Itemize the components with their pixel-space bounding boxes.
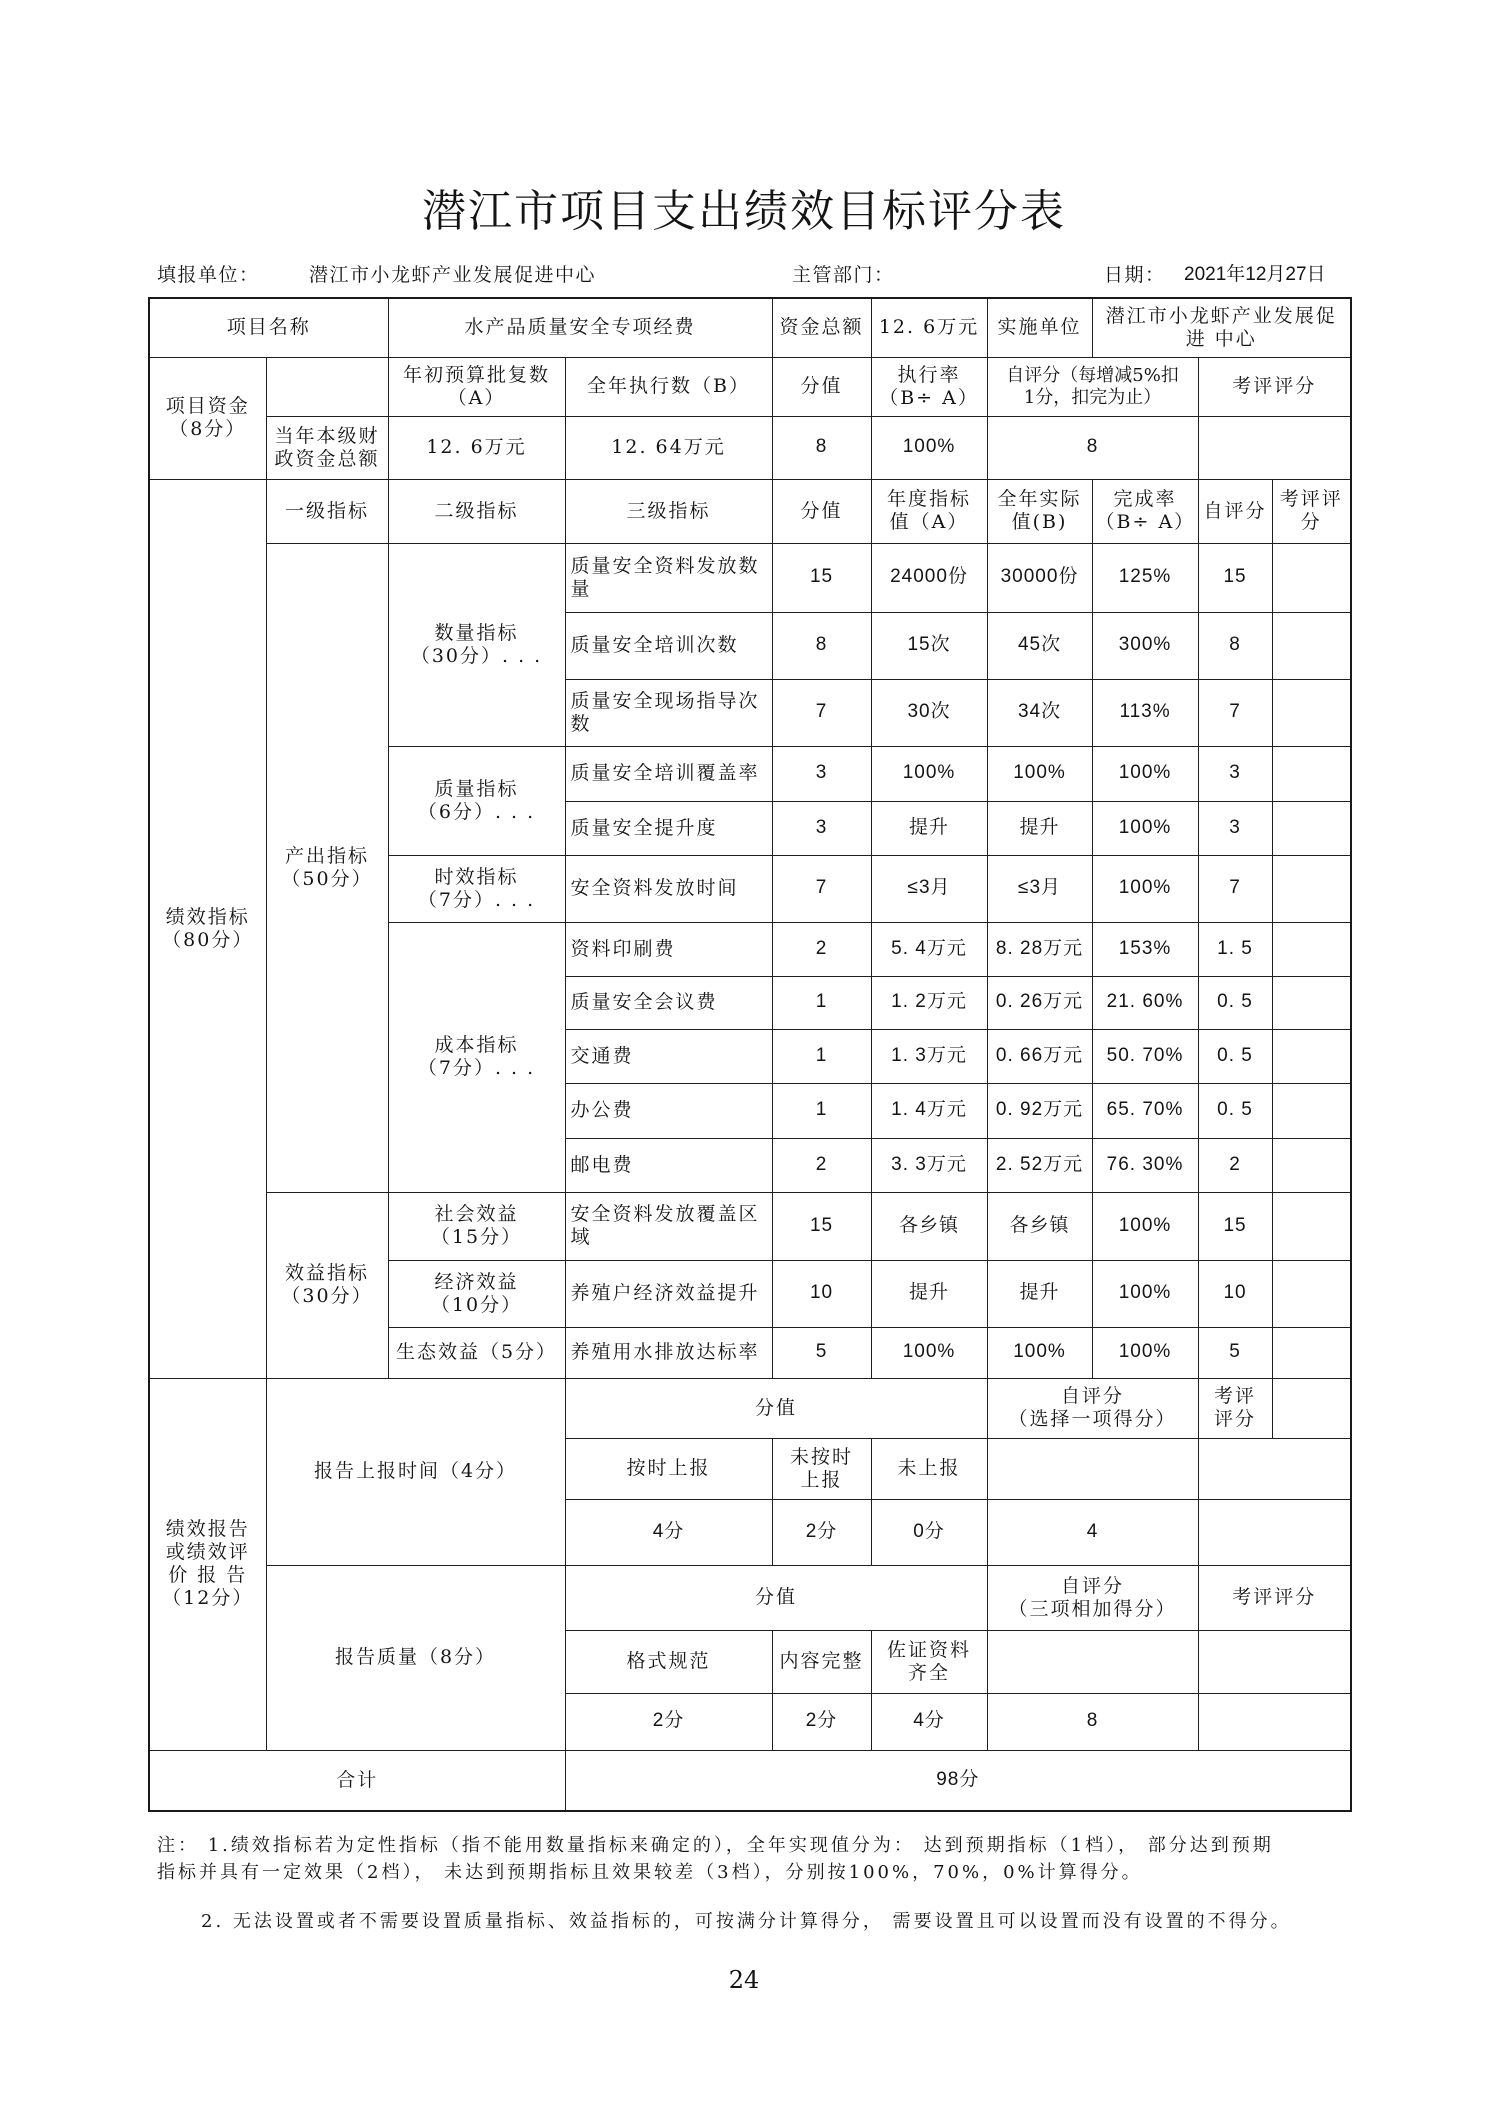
indicator-self-score: 15	[1198, 1192, 1272, 1260]
funds-review-score	[1198, 416, 1351, 479]
indicator-self-score: 2	[1198, 1138, 1272, 1192]
indicator-review-score	[1272, 1327, 1351, 1378]
indicator-rate: 100%	[1092, 1192, 1198, 1260]
total-label: 合计	[149, 1750, 565, 1811]
report-quality-self-blank	[987, 1630, 1198, 1693]
report-timing-review-score	[1198, 1499, 1351, 1565]
date-value: 2021年12月27日	[1184, 264, 1326, 285]
indicator-header-level3: 三级指标	[565, 479, 772, 543]
indicator-review-score	[1272, 855, 1351, 922]
indicator-actual: 100%	[987, 1327, 1092, 1378]
report-timing-option-score: 2分	[772, 1499, 871, 1565]
note-1: 注： 1.绩效指标若为定性指标（指不能用数量指标来确定的），全年实现值分为： 达到预期指标（1档）， 部分达到预期 指标并具有一定效果（2档）， 未达到预期指标且效果较差（3档），分别按100%，70%，0%计算得分。	[157, 1835, 1274, 1883]
level2-economic: 经济效益 （10分）	[388, 1260, 565, 1327]
indicator-score: 2	[772, 922, 871, 976]
indicator-header-row	[149, 479, 1351, 543]
indicator-target: 提升	[871, 1260, 987, 1327]
indicator-review-score	[1272, 679, 1351, 746]
report-quality-item: 格式规范	[565, 1630, 772, 1693]
indicator-row	[149, 543, 1351, 612]
indicator-self-score: 15	[1198, 543, 1272, 612]
report-quality-score-header: 分值	[565, 1565, 987, 1630]
department-label: 主管部门：	[792, 264, 895, 286]
total-row	[149, 1750, 1351, 1811]
indicator-header-level2: 二级指标	[388, 479, 565, 543]
indicator-self-score: 8	[1198, 612, 1272, 679]
report-quality-review-score	[1198, 1693, 1351, 1750]
report-quality-self-score: 8	[987, 1693, 1198, 1750]
funds-self-score: 8	[987, 416, 1198, 479]
note-2: 2. 无法设置或者不需要设置质量指标、效益指标的，可按满分计算得分， 需要设置且可以设置而没有设置的不得分。	[201, 1911, 1292, 1932]
fund-total-value: 12. 6万元	[871, 298, 987, 357]
funds-header-executed: 全年执行数（B）	[565, 357, 772, 416]
report-timing-review-blank	[1198, 1438, 1351, 1499]
funds-header-self-score: 自评分（每增减5%扣 1分，扣完为止）	[987, 357, 1198, 416]
report-timing-option: 未按时 上报	[772, 1438, 871, 1499]
indicator-rate: 100%	[1092, 855, 1198, 922]
funds-executed: 12. 64万元	[565, 416, 772, 479]
indicator-name: 质量安全资料发放数 量	[565, 543, 772, 612]
indicator-review-score	[1272, 612, 1351, 679]
funds-header-budget: 年初预算批复数 （A）	[388, 357, 565, 416]
report-timing-label: 报告上报时间（4分）	[266, 1378, 565, 1565]
indicator-header-target: 年度指标 值（A）	[871, 479, 987, 543]
report-quality-item-score: 4分	[871, 1693, 987, 1750]
indicator-header-actual: 全年实际 值(B)	[987, 479, 1092, 543]
indicator-actual: 0. 26万元	[987, 976, 1092, 1029]
indicator-actual: 34次	[987, 679, 1092, 746]
report-timing-option-score: 0分	[871, 1499, 987, 1565]
report-quality-label: 报告质量（8分）	[266, 1565, 565, 1750]
implementer-value: 潜江市小龙虾产业发展促 进 中心	[1092, 298, 1351, 357]
indicator-review-score	[1272, 746, 1351, 801]
indicator-rate: 76. 30%	[1092, 1138, 1198, 1192]
report-quality-self-header: 自评分 （三项相加得分）	[987, 1565, 1198, 1630]
score-table	[148, 297, 1352, 1812]
indicator-target: 1. 2万元	[871, 976, 987, 1029]
indicator-name: 安全资料发放时间	[565, 855, 772, 922]
indicator-rate: 100%	[1092, 1260, 1198, 1327]
indicator-review-score	[1272, 976, 1351, 1029]
funds-header-rate: 执行率 （B÷ A）	[871, 357, 987, 416]
indicator-target: 各乡镇	[871, 1192, 987, 1260]
indicator-rate: 100%	[1092, 1327, 1198, 1378]
indicator-target: 30次	[871, 679, 987, 746]
indicator-rate: 113%	[1092, 679, 1198, 746]
indicator-target: 24000份	[871, 543, 987, 612]
indicator-name: 质量安全现场指导次 数	[565, 679, 772, 746]
level1-output: 产出指标 （50分）	[266, 543, 388, 1192]
indicator-self-score: 0. 5	[1198, 1029, 1272, 1083]
report-quality-header-row	[149, 1565, 1351, 1630]
funds-score: 8	[772, 416, 871, 479]
indicator-actual: ≤3月	[987, 855, 1092, 922]
indicator-name: 交通费	[565, 1029, 772, 1083]
indicator-header-rate: 完成率 （B÷ A）	[1092, 479, 1198, 543]
indicator-actual: 30000份	[987, 543, 1092, 612]
funds-rate: 100%	[871, 416, 987, 479]
indicator-score: 3	[772, 746, 871, 801]
level2-social: 社会效益 （15分）	[388, 1192, 565, 1260]
total-value: 98分	[565, 1750, 1351, 1811]
indicator-rate: 153%	[1092, 922, 1198, 976]
report-timing-self-score: 4	[987, 1499, 1198, 1565]
indicator-name: 质量安全会议费	[565, 976, 772, 1029]
indicator-review-score	[1272, 1138, 1351, 1192]
funds-header-score: 分值	[772, 357, 871, 416]
indicator-actual: 提升	[987, 801, 1092, 855]
indicator-target: 100%	[871, 1327, 987, 1378]
funds-row-label: 当年本级财 政资金总额	[266, 416, 388, 479]
indicator-target: 提升	[871, 801, 987, 855]
report-quality-item: 内容完整	[772, 1630, 871, 1693]
level2-quantity: 数量指标 （30分）. . .	[388, 543, 565, 746]
indicator-score: 1	[772, 976, 871, 1029]
report-timing-blank	[1272, 1378, 1351, 1438]
indicators-label: 绩效指标 （80分）	[149, 479, 266, 1378]
indicator-self-score: 10	[1198, 1260, 1272, 1327]
indicator-self-score: 0. 5	[1198, 1083, 1272, 1138]
indicator-review-score	[1272, 1029, 1351, 1083]
indicator-actual: 提升	[987, 1260, 1092, 1327]
indicator-name: 质量安全提升度	[565, 801, 772, 855]
indicator-target: 3. 3万元	[871, 1138, 987, 1192]
indicator-review-score	[1272, 922, 1351, 976]
indicator-name: 质量安全培训覆盖率	[565, 746, 772, 801]
indicator-actual: 各乡镇	[987, 1192, 1092, 1260]
indicator-target: 1. 4万元	[871, 1083, 987, 1138]
report-label: 绩效报告 或绩效评 价 报 告 （12分）	[149, 1378, 266, 1750]
level1-benefit: 效益指标 （30分）	[266, 1192, 388, 1378]
unit-value: 潜江市小龙虾产业发展促进中心	[309, 264, 597, 286]
indicator-actual: 2. 52万元	[987, 1138, 1092, 1192]
indicator-review-score	[1272, 1192, 1351, 1260]
report-quality-item: 佐证资料 齐全	[871, 1630, 987, 1693]
page-title: 潜江市项目支出绩效目标评分表	[422, 186, 1066, 237]
indicator-actual: 100%	[987, 746, 1092, 801]
report-timing-self-blank	[987, 1438, 1198, 1499]
indicator-review-score	[1272, 543, 1351, 612]
report-quality-item-score: 2分	[565, 1693, 772, 1750]
indicator-header-score: 分值	[772, 479, 871, 543]
funds-budget: 12. 6万元	[388, 416, 565, 479]
page-number: 24	[728, 1966, 760, 1994]
indicator-self-score: 1. 5	[1198, 922, 1272, 976]
indicator-row	[149, 1192, 1351, 1260]
indicator-score: 7	[772, 855, 871, 922]
indicator-score: 15	[772, 1192, 871, 1260]
indicator-target: ≤3月	[871, 855, 987, 922]
indicator-actual: 8. 28万元	[987, 922, 1092, 976]
funds-label: 项目资金 （8分）	[149, 357, 266, 479]
indicator-self-score: 7	[1198, 679, 1272, 746]
indicator-self-score: 3	[1198, 801, 1272, 855]
funds-header-row	[149, 357, 1351, 416]
indicator-rate: 21. 60%	[1092, 976, 1198, 1029]
indicator-score: 5	[772, 1327, 871, 1378]
funds-header-review-score: 考评评分	[1198, 357, 1351, 416]
report-quality-review-header: 考评评分	[1198, 1565, 1351, 1630]
indicator-score: 8	[772, 612, 871, 679]
project-row	[149, 298, 1351, 357]
report-quality-item-score: 2分	[772, 1693, 871, 1750]
indicator-self-score: 3	[1198, 746, 1272, 801]
indicator-name: 养殖用水排放达标率	[565, 1327, 772, 1378]
funds-value-row	[149, 416, 1351, 479]
indicator-self-score: 0. 5	[1198, 976, 1272, 1029]
unit-label: 填报单位：	[157, 264, 260, 286]
indicator-rate: 100%	[1092, 746, 1198, 801]
fund-total-label: 资金总额	[772, 298, 871, 357]
level2-ecological: 生态效益（5分）	[388, 1327, 565, 1378]
indicator-review-score	[1272, 1260, 1351, 1327]
indicator-rate: 125%	[1092, 543, 1198, 612]
indicator-rate: 100%	[1092, 801, 1198, 855]
level2-quality: 质量指标 （6分）. . .	[388, 746, 565, 855]
indicator-rate: 65. 70%	[1092, 1083, 1198, 1138]
report-timing-option: 按时上报	[565, 1438, 772, 1499]
date-label: 日期：	[1104, 264, 1166, 286]
indicator-name: 资料印刷费	[565, 922, 772, 976]
level2-timeliness: 时效指标 （7分）. . .	[388, 855, 565, 922]
indicator-target: 1. 3万元	[871, 1029, 987, 1083]
indicator-review-score	[1272, 1083, 1351, 1138]
indicator-header-self-score: 自评分	[1198, 479, 1272, 543]
indicator-score: 3	[772, 801, 871, 855]
indicator-name: 养殖户经济效益提升	[565, 1260, 772, 1327]
indicator-score: 2	[772, 1138, 871, 1192]
indicator-name: 邮电费	[565, 1138, 772, 1192]
indicator-rate: 300%	[1092, 612, 1198, 679]
indicator-review-score	[1272, 801, 1351, 855]
indicator-score: 1	[772, 1083, 871, 1138]
indicator-rate: 50. 70%	[1092, 1029, 1198, 1083]
report-quality-review-blank	[1198, 1630, 1351, 1693]
report-timing-self-header: 自评分 （选择一项得分）	[987, 1378, 1198, 1438]
project-name-label: 项目名称	[149, 298, 388, 357]
indicator-name: 安全资料发放覆盖区 域	[565, 1192, 772, 1260]
indicator-name: 办公费	[565, 1083, 772, 1138]
indicator-target: 5. 4万元	[871, 922, 987, 976]
funds-blank-cell	[266, 357, 388, 416]
report-timing-option: 未上报	[871, 1438, 987, 1499]
report-timing-header-row	[149, 1378, 1351, 1438]
indicator-score: 10	[772, 1260, 871, 1327]
indicator-actual: 0. 66万元	[987, 1029, 1092, 1083]
report-timing-score-header: 分值	[565, 1378, 987, 1438]
indicator-score: 7	[772, 679, 871, 746]
indicator-self-score: 5	[1198, 1327, 1272, 1378]
indicator-target: 15次	[871, 612, 987, 679]
indicator-name: 质量安全培训次数	[565, 612, 772, 679]
project-name-value: 水产品质量安全专项经费	[388, 298, 772, 357]
indicator-score: 15	[772, 543, 871, 612]
report-timing-review-header: 考评 评分	[1198, 1378, 1272, 1438]
indicator-target: 100%	[871, 746, 987, 801]
indicator-actual: 0. 92万元	[987, 1083, 1092, 1138]
indicator-header-level1: 一级指标	[266, 479, 388, 543]
level2-cost: 成本指标 （7分）. . .	[388, 922, 565, 1192]
indicator-score: 1	[772, 1029, 871, 1083]
indicator-actual: 45次	[987, 612, 1092, 679]
report-timing-option-score: 4分	[565, 1499, 772, 1565]
indicator-self-score: 7	[1198, 855, 1272, 922]
indicator-header-review-score: 考评评 分	[1272, 479, 1351, 543]
implementer-label: 实施单位	[987, 298, 1092, 357]
